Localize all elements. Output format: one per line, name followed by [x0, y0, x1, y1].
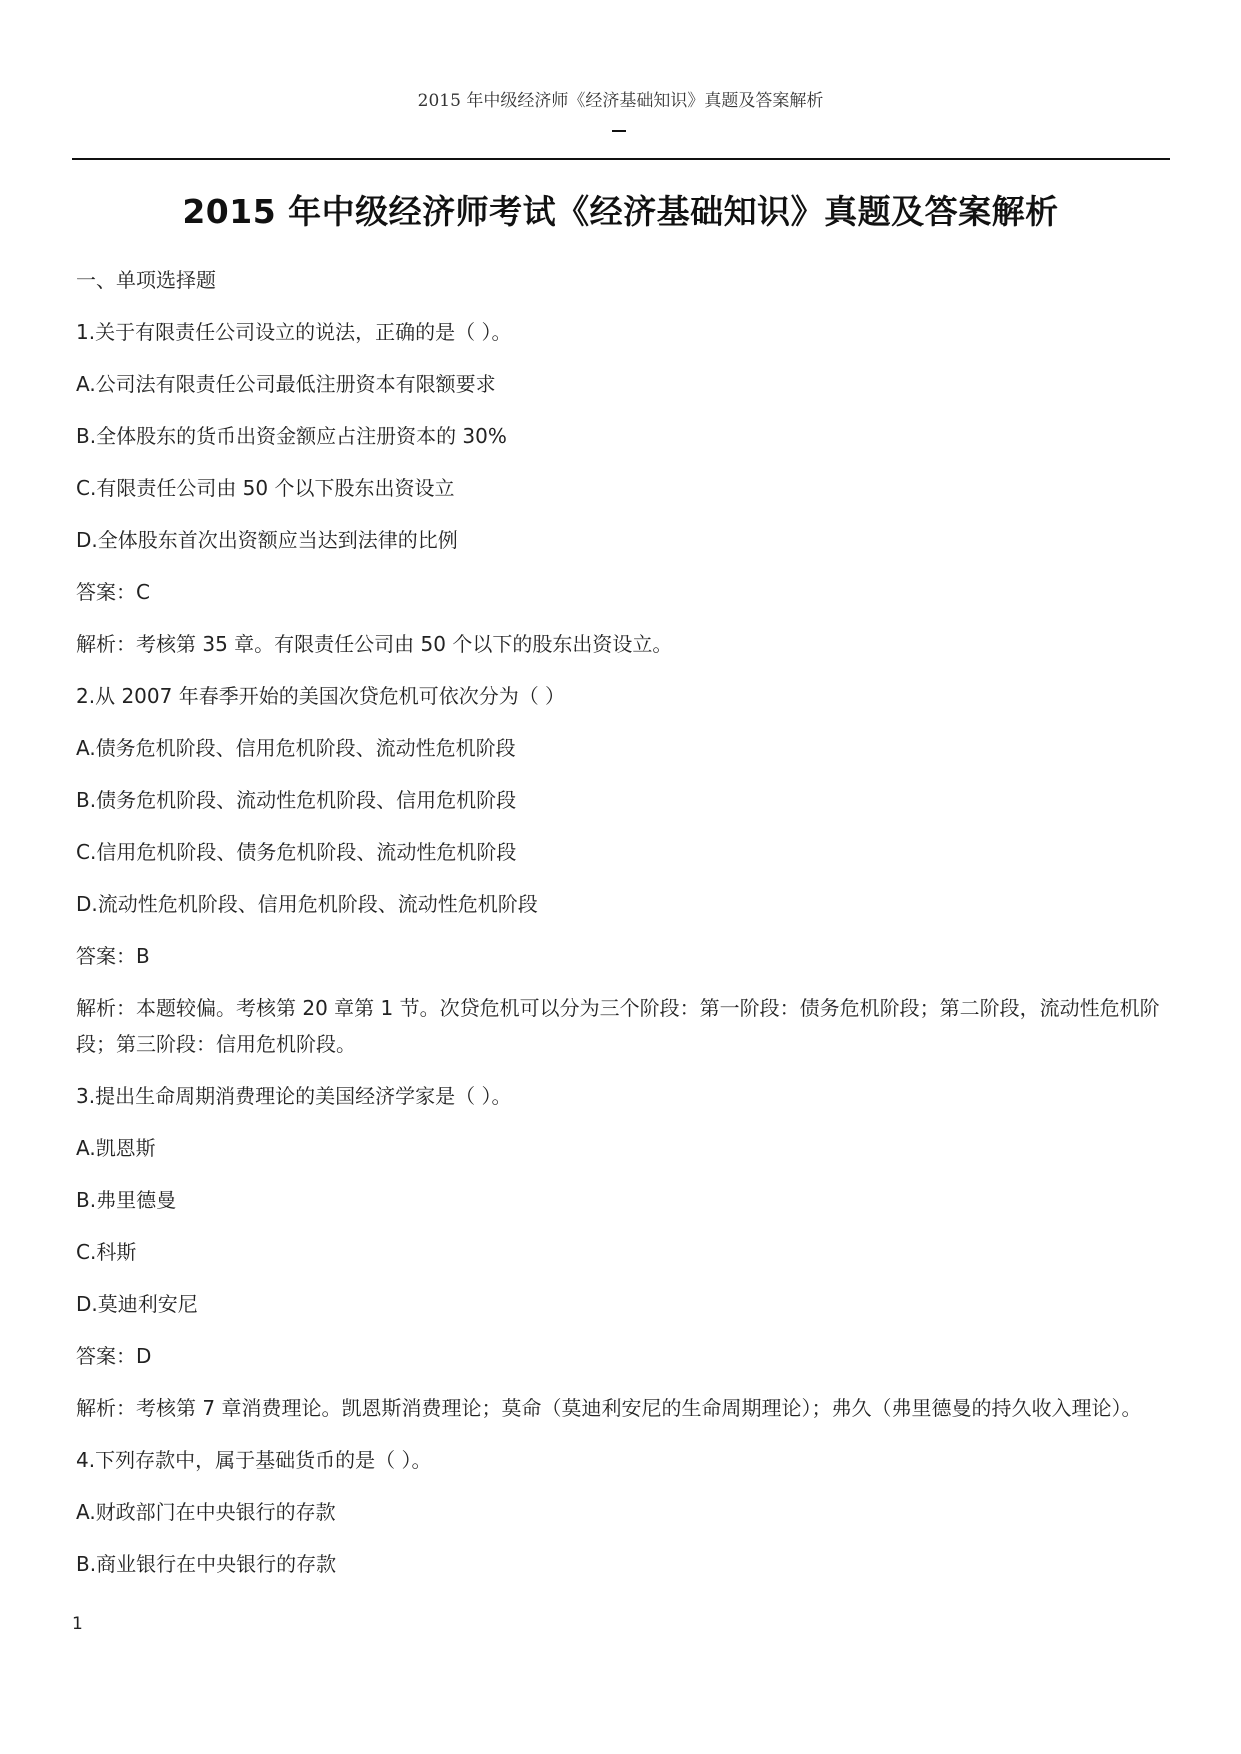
- question-stem: 1.关于有限责任公司设立的说法，正确的是（ ）。: [76, 320, 512, 344]
- section-heading: 一、单项选择题: [76, 268, 216, 292]
- document-title: 2015 年中级经济师考试《经济基础知识》真题及答案解析: [182, 192, 1059, 231]
- document-body: [76, 262, 1170, 1598]
- question-stem: 3.提出生命周期消费理论的美国经济学家是（ ）。: [76, 1084, 512, 1108]
- question-stem: 4.下列存款中，属于基础货币的是（ ）。: [76, 1448, 432, 1472]
- question-answer: 答案：D: [76, 1344, 152, 1368]
- header-rule: [72, 158, 1170, 160]
- running-header: [0, 86, 1241, 111]
- question-option: B.全体股东的货币出资金额应占注册资本的 30%: [76, 424, 507, 448]
- question-option: C.信用危机阶段、债务危机阶段、流动性危机阶段: [76, 840, 517, 864]
- question-stem: 2.从 2007 年春季开始的美国次贷危机可依次分为（ ）: [76, 684, 566, 708]
- question-analysis: 解析：本题较偏。考核第 20 章第 1 节。次贷危机可以分为三个阶段：第一阶段：债务危机阶段；第二阶段，流动性危机阶段；第三阶段：信用危机阶段。: [76, 996, 1160, 1056]
- question-option: A.财政部门在中央银行的存款: [76, 1500, 336, 1524]
- question-option: B.弗里德曼: [76, 1188, 177, 1212]
- question-option: C.科斯: [76, 1240, 137, 1264]
- question-option: D.流动性危机阶段、信用危机阶段、流动性危机阶段: [76, 892, 538, 916]
- question-answer: 答案：C: [76, 580, 150, 604]
- question-option: B.债务危机阶段、流动性危机阶段、信用危机阶段: [76, 788, 517, 812]
- page-number: 1: [72, 1614, 83, 1634]
- question-analysis: 解析：考核第 7 章消费理论。凯恩斯消费理论；莫命（莫迪利安尼的生命周期理论）；弗久（弗里德曼的持久收入理论）。: [76, 1396, 1142, 1420]
- question-option: A.债务危机阶段、信用危机阶段、流动性危机阶段: [76, 736, 516, 760]
- question-option: D.莫迪利安尼: [76, 1292, 198, 1316]
- question-answer: 答案：B: [76, 944, 150, 968]
- question-option: B.商业银行在中央银行的存款: [76, 1552, 337, 1576]
- question-option: C.有限责任公司由 50 个以下股东出资设立: [76, 476, 455, 500]
- question-analysis: 解析：考核第 35 章。有限责任公司由 50 个以下的股东出资设立。: [76, 632, 673, 656]
- question-option: A.凯恩斯: [76, 1136, 156, 1160]
- header-dash: [612, 130, 626, 132]
- running-header-text: 2015 年中级经济师《经济基础知识》真题及答案解析: [417, 91, 824, 111]
- question-option: A.公司法有限责任公司最低注册资本有限额要求: [76, 372, 496, 396]
- question-option: D.全体股东首次出资额应当达到法律的比例: [76, 528, 458, 552]
